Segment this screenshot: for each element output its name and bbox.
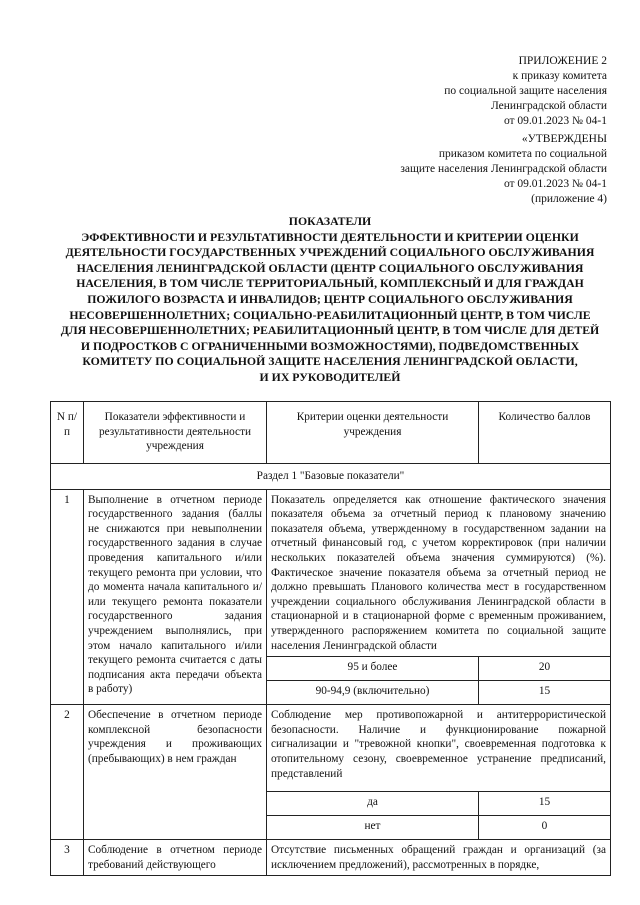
- title-line: ПОКАЗАТЕЛИ: [288, 214, 372, 228]
- title-line: И ПОДРОСТКОВ С ОГРАНИЧЕННЫМИ ВОЗМОЖНОСТЯМИ), ПОДВЕДОМСТВЕННЫХ: [80, 338, 580, 353]
- appendix-block: [444, 54, 607, 129]
- approved-block: [400, 132, 607, 207]
- title-line: И ИХ РУКОВОДИТЕЛЕЙ: [259, 369, 401, 384]
- header-indicators: Показатели эффективности и результативности деятельности учреждения: [84, 402, 267, 464]
- title-line: ДЛЯ НЕСОВЕРШЕННОЛЕТНИХ; РЕАБИЛИТАЦИОННЫЙ ЦЕНТР, В ТОМ ЧИСЛЕ ДЛЯ ДЕТЕЙ: [60, 323, 600, 338]
- table-row: [51, 840, 611, 876]
- table-row: [51, 489, 611, 657]
- title-line: НАСЕЛЕНИЯ, В ТОМ ЧИСЛЕ ТЕРРИТОРИАЛЬНЫЙ, КОМПЛЕКСНЫЙ И ДЛЯ ГРАЖДАН: [76, 276, 584, 291]
- title-line: КОМИТЕТУ ПО СОЦИАЛЬНОЙ ЗАЩИТЕ НАСЕЛЕНИЯ ЛЕНИНГРАДСКОЙ ОБЛАСТИ,: [82, 354, 578, 369]
- appendix-line: по социальной защите населения: [444, 85, 607, 97]
- row-criteria: Отсутствие письменных обращений граждан и организаций (за исключением предложений), рассмотренных в порядке,: [267, 840, 611, 876]
- document-title: [40, 214, 620, 386]
- section-title: Раздел 1 "Базовые показатели": [51, 464, 611, 490]
- row-indicator: Выполнение в отчетном периоде государственного задания (баллы не снижаются при невыполнении государственного задания в случае проведения капитального и/или текущего ремонта при условии, что до момента начала капитального и/или текущего ремонта показатели государственного задания учреждением выполнялись, при этом начало капитального и/или текущего ремонта считается с даты подписания акта передачи объекта в работу): [84, 489, 267, 705]
- title-line: ЭФФЕКТИВНОСТИ И РЕЗУЛЬТАТИВНОСТИ ДЕЯТЕЛЬНОСТИ И КРИТЕРИИ ОЦЕНКИ: [81, 229, 579, 244]
- table-row: [51, 705, 611, 792]
- option-label: нет: [267, 816, 479, 840]
- row-indicator: Обеспечение в отчетном периоде комплексной безопасности учреждения и проживающих (пребывающих) в нем граждан: [84, 705, 267, 840]
- header-criteria: Критерии оценки деятельности учреждения: [267, 402, 479, 464]
- appendix-line: ПРИЛОЖЕНИЕ 2: [518, 55, 607, 67]
- approved-line: приказом комитета по социальной: [438, 148, 607, 160]
- option-label: да: [267, 792, 479, 816]
- approved-line: от 09.01.2023 № 04-1: [503, 178, 607, 190]
- row-criteria: Соблюдение мер противопожарной и антитеррористической безопасности. Наличие и функционирование пожарной сигнализации и "тревожной кнопки", своевременная подготовка к отопительному сезону, своевременное устранение предписаний, представлений: [267, 705, 611, 792]
- option-label: 90-94,9 (включительно): [267, 681, 479, 705]
- appendix-line: Ленинградской области: [490, 100, 607, 112]
- option-points: 0: [479, 816, 611, 840]
- option-points: 20: [479, 657, 611, 681]
- appendix-line: от 09.01.2023 № 04-1: [503, 115, 607, 127]
- option-points: 15: [479, 681, 611, 705]
- row-number: 3: [51, 840, 84, 876]
- approved-line: «УТВЕРЖДЕНЫ: [521, 133, 607, 145]
- approved-line: (приложение 4): [531, 193, 607, 205]
- indicators-table: [50, 401, 611, 876]
- row-number: 1: [51, 489, 84, 705]
- title-line: НАСЕЛЕНИЯ ЛЕНИНГРАДСКОЙ ОБЛАСТИ (ЦЕНТР СОЦИАЛЬНОГО ОБСЛУЖИВАНИЯ: [76, 260, 584, 275]
- title-line: НЕСОВЕРШЕННОЛЕТНИХ; СОЦИАЛЬНО-РЕАБИЛИТАЦИОННЫЙ ЦЕНТР, В ТОМ ЧИСЛЕ: [69, 307, 591, 322]
- table-header-row: [51, 402, 611, 464]
- header-num: N п/п: [51, 402, 84, 464]
- title-line: ДЕЯТЕЛЬНОСТИ ГОСУДАРСТВЕННЫХ УЧРЕЖДЕНИЙ СОЦИАЛЬНОГО ОБСЛУЖИВАНИЯ: [65, 245, 595, 260]
- option-points: 15: [479, 792, 611, 816]
- row-number: 2: [51, 705, 84, 840]
- title-line: ПОЖИЛОГО ВОЗРАСТА И ИНВАЛИДОВ; ЦЕНТР СОЦИАЛЬНОГО ОБСЛУЖИВАНИЯ: [87, 291, 573, 306]
- section-row: [51, 464, 611, 490]
- appendix-line: к приказу комитета: [512, 70, 607, 82]
- approved-line: защите населения Ленинградской области: [400, 163, 607, 175]
- header-points: Количество баллов: [479, 402, 611, 464]
- row-criteria: Показатель определяется как отношение фактического значения показателя объема за отчетный период к плановому значению показателя объема, утвержденному в государственном задании на отчетный финансовый год, с учетом корректировок (при наличии нескольких показателей объема значения суммируются) (%). Фактическое значение показателя объема за отчетный период не должно превышать Планового количества мест в государственном учреждении социального обслуживания Ленинградской области в стационарной и в стационарной форме с временным проживанием, утвержденного распоряжением комитета по социальной защите населения Ленинградской области: [267, 489, 611, 657]
- option-label: 95 и более: [267, 657, 479, 681]
- row-indicator: Соблюдение в отчетном периоде требований действующего: [84, 840, 267, 876]
